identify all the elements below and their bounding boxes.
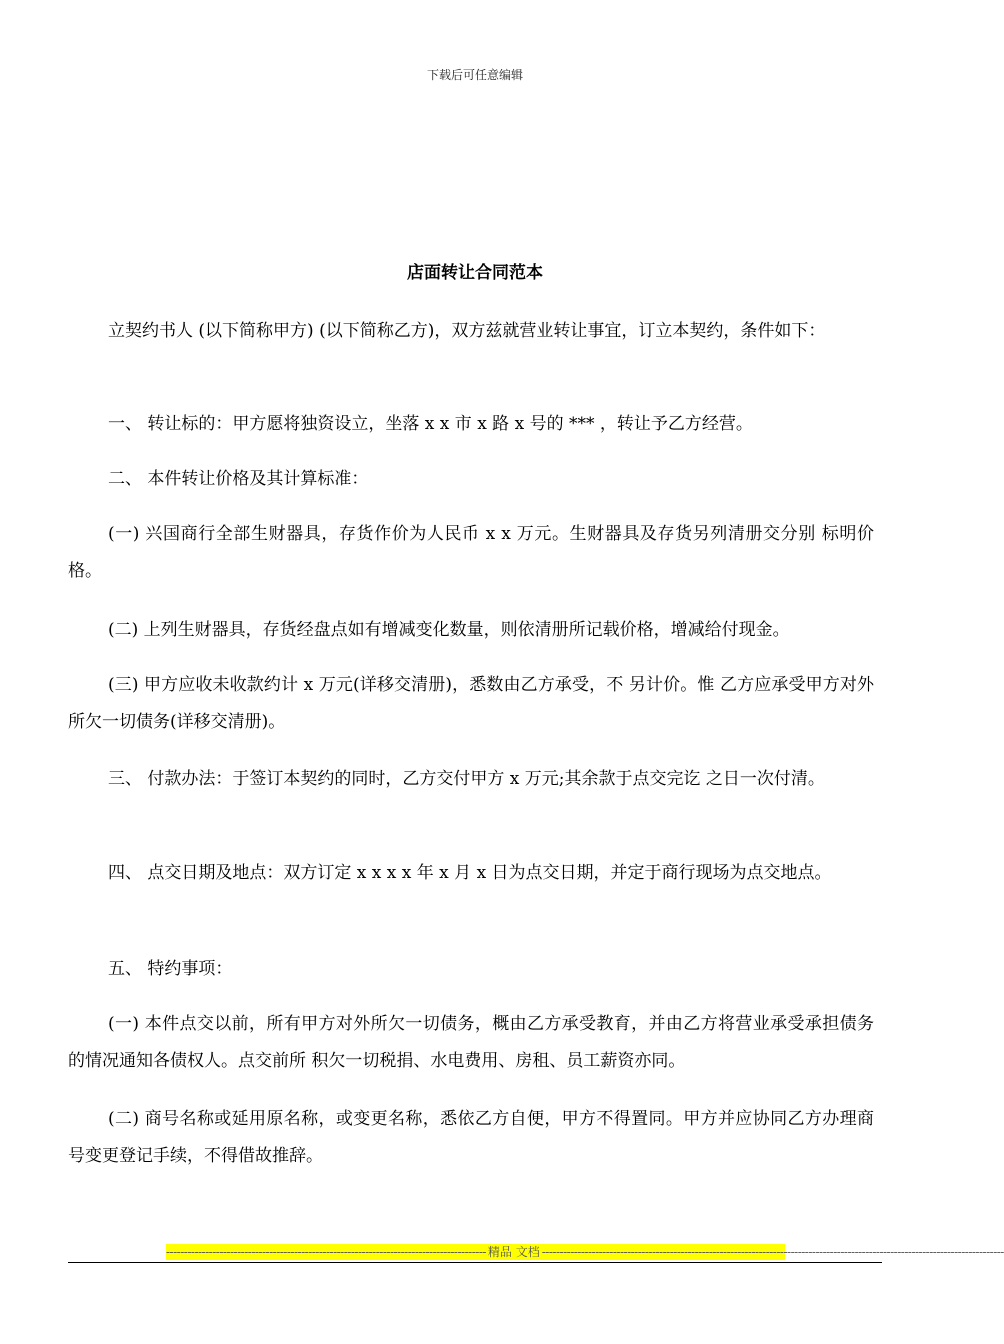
footer-dashes-right: ---------------------------------------------------------------------------------------------------------------------------------- xyxy=(541,1245,1004,1259)
paragraph-clause-5-2: (二) 商号名称或延用原名称，或变更名称，悉依乙方自便，甲方不得置同。甲方并应协同乙方办理商号变更登记手续，不得借故推辞。 xyxy=(68,1109,874,1166)
paragraph-intro: 立契约书人 (以下简称甲方) (以下简称乙方)，双方兹就营业转让事宜，订立本契约，条件如下： xyxy=(108,321,826,341)
document-title: 店面转让合同范本 xyxy=(407,263,543,283)
paragraph-clause-2-3: (三) 甲方应收未收款约计 x 万元(详移交清册)，悉数由乙方承受，不 另计价。惟 乙方应承受甲方对外所欠一切债务(详移交清册)。 xyxy=(68,675,874,732)
footer-label: 精品 文档 xyxy=(487,1245,540,1259)
paragraph-clause-2-2: (二) 上列生财器具，存货经盘点如有增减变化数量，则依清册所记载价格，增减给付现金。 xyxy=(108,620,790,640)
paragraph-clause-5: 五、 特约事项： xyxy=(108,959,233,979)
footer-dashes-left: ------------------------------------------------------------------------------------------ xyxy=(166,1245,486,1259)
paragraph-clause-5-1: (一) 本件点交以前，所有甲方对外所欠一切债务，概由乙方承受教育，并由乙方将营业承受承担债务的情况通知各债权人。点交前所 积欠一切税捐、水电费用、房租、员工薪资亦同。 xyxy=(68,1014,874,1071)
paragraph-clause-1: 一、 转让标的：甲方愿将独资设立，坐落 x x 市 x 路 x 号的 *** ，转让予乙方经营。 xyxy=(108,414,753,434)
footer-rule xyxy=(68,1262,882,1263)
header-note: 下载后可任意编辑 xyxy=(426,68,523,82)
paragraph-clause-3: 三、 付款办法：于签订本契约的同时，乙方交付甲方 x 万元;其余款于点交完讫 之日一次付清。 xyxy=(108,769,825,789)
paragraph-clause-4: 四、 点交日期及地点：双方订定 x x x x 年 x 月 x 日为点交日期，并定于商行现场为点交地点。 xyxy=(108,863,832,883)
paragraph-clause-2-1: (一) 兴国商行全部生财器具，存货作价为人民币 x x 万元。生财器具及存货另列清册交分别 标明价格。 xyxy=(68,524,874,581)
paragraph-clause-2: 二、 本件转让价格及其计算标准： xyxy=(108,469,369,489)
footer-highlight-bar xyxy=(166,1244,1004,1260)
